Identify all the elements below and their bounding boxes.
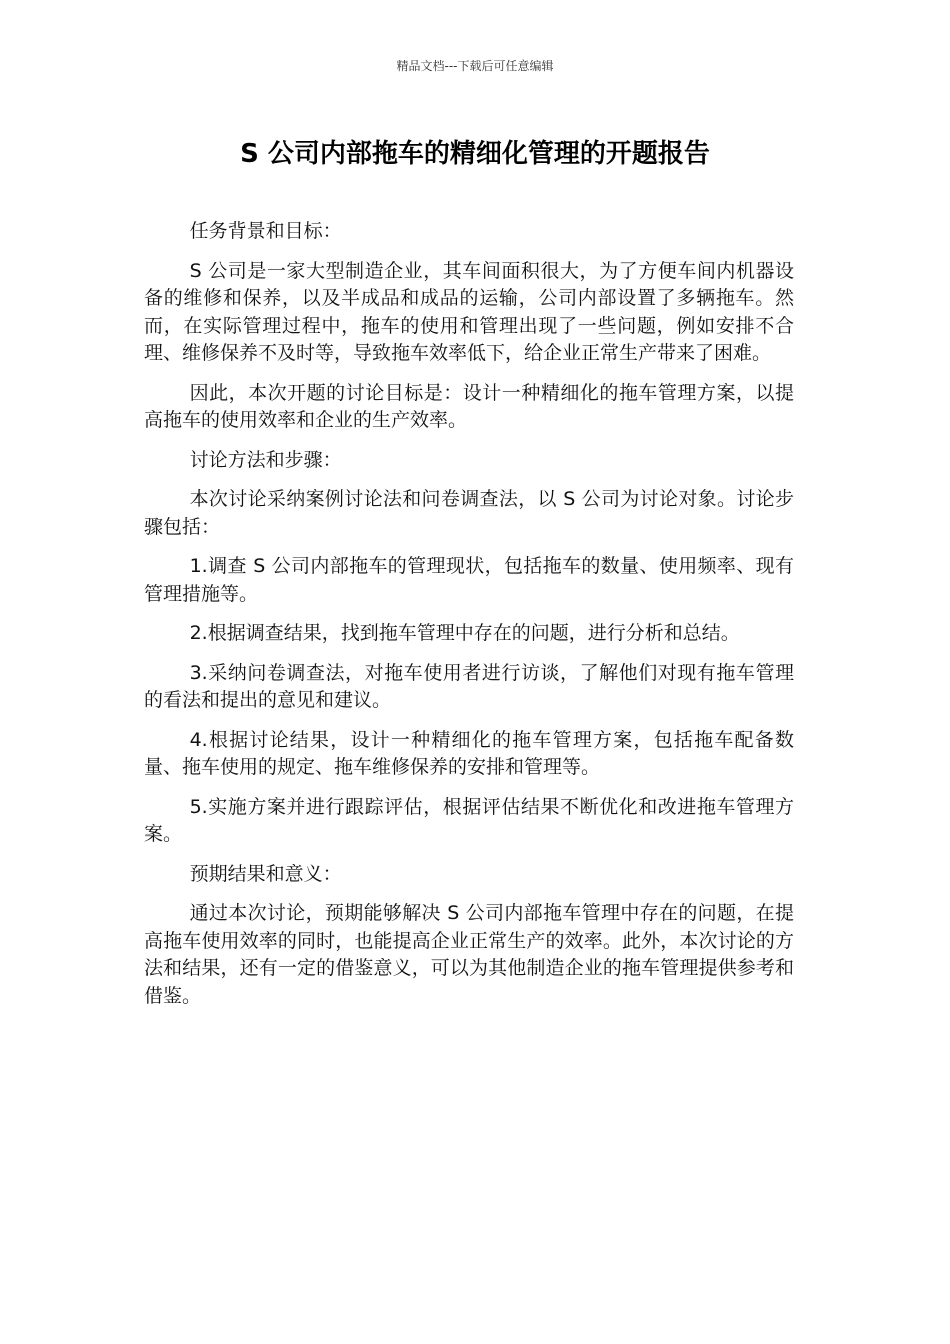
paragraph-results: 通过本次讨论，预期能够解决 S 公司内部拖车管理中存在的问题，在提高拖车使用效率的同时，也能提高企业正常生产的效率。此外，本次讨论的方法和结果，还有一定的借鉴意义，可以为其他制造企业的拖车管理提供参考和借鉴。 <box>144 902 794 1007</box>
paragraph-methods: 本次讨论采纳案例讨论法和问卷调查法，以 S 公司为讨论对象。讨论步骤包括： <box>144 488 794 538</box>
section-heading-results: 预期结果和意义： <box>189 862 342 885</box>
step-item-2: 2.根据调查结果，找到拖车管理中存在的问题，进行分析和总结。 <box>189 622 740 644</box>
page-header: 精品文档---下载后可任意编辑 <box>396 59 554 73</box>
section-heading-methods: 讨论方法和步骤： <box>189 448 342 471</box>
step-item-5: 5.实施方案并进行跟踪评估，根据评估结果不断优化和改进拖车管理方案。 <box>144 795 794 845</box>
step-item-1: 1.调查 S 公司内部拖车的管理现状，包括拖车的数量、使用频率、现有管理措施等。 <box>144 555 794 605</box>
paragraph-goal: 因此，本次开题的讨论目标是：设计一种精细化的拖车管理方案，以提高拖车的使用效率和企业的生产效率。 <box>144 381 794 431</box>
document-title: S 公司内部拖车的精细化管理的开题报告 <box>240 139 710 169</box>
paragraph-background: S 公司是一家大型制造企业，其车间面积很大，为了方便车间内机器设备的维修和保养，以及半成品和成品的运输，公司内部设置了多辆拖车。然而，在实际管理过程中，拖车的使用和管理出现了一些问题，例如安排不合理、维修保养不及时等，导致拖车效率低下，给企业正常生产带来了困难。 <box>144 259 794 364</box>
section-heading-background: 任务背景和目标： <box>189 220 342 242</box>
step-item-4: 4.根据讨论结果，设计一种精细化的拖车管理方案，包括拖车配备数量、拖车使用的规定、拖车维修保养的安排和管理等。 <box>144 728 794 778</box>
document-body <box>144 218 794 1022</box>
step-item-3: 3.采纳问卷调查法，对拖车使用者进行访谈，了解他们对现有拖车管理的看法和提出的意见和建议。 <box>144 661 794 711</box>
